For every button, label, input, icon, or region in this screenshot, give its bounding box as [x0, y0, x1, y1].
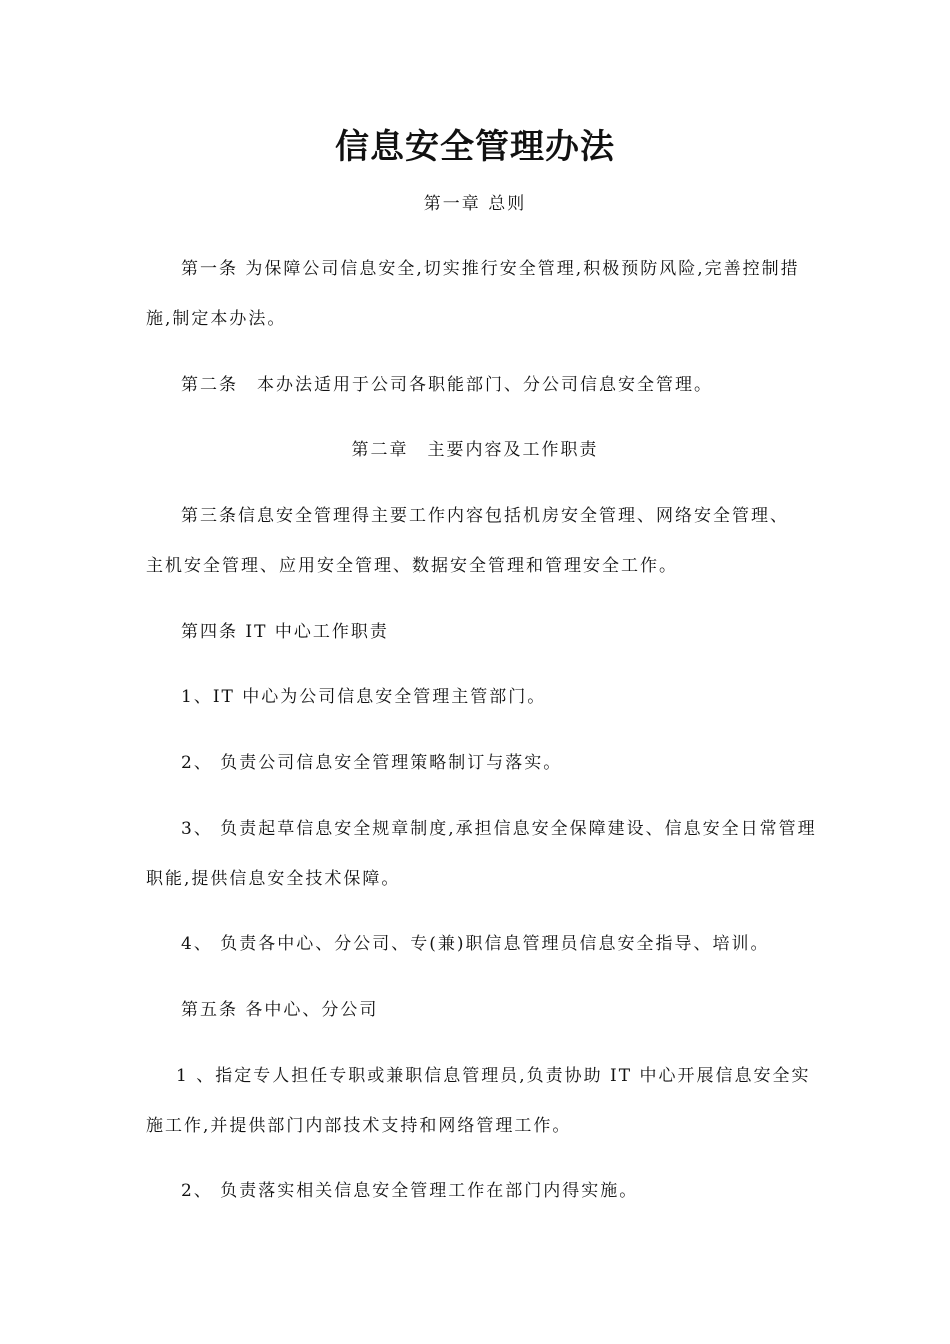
- article-1-line-2: 施,制定本办法。: [146, 309, 287, 329]
- article-4-item-1: 1、IT 中心为公司信息安全管理主管部门。: [181, 687, 547, 707]
- chapter-1-heading: 第一章 总则: [423, 194, 527, 214]
- article-4-item-3-line-2: 职能,提供信息安全技术保障。: [146, 869, 401, 889]
- article-4-item-4: 4、 负责各中心、分公司、专(兼)职信息管理员信息安全指导、培训。: [181, 934, 770, 954]
- article-5-item-2: 2、 负责落实相关信息安全管理工作在部门内得实施。: [181, 1181, 639, 1201]
- article-5-heading: 第五条 各中心、分公司: [181, 1000, 379, 1020]
- chapter-2-heading: 第二章 主要内容及工作职责: [351, 440, 599, 460]
- article-4-item-2: 2、 负责公司信息安全管理策略制订与落实。: [181, 753, 563, 773]
- article-5-item-1-line-2: 施工作,并提供部门内部技术支持和网络管理工作。: [146, 1116, 572, 1136]
- document-title: 信息安全管理办法: [335, 127, 615, 167]
- article-3-line-2: 主机安全管理、应用安全管理、数据安全管理和管理安全工作。: [146, 556, 678, 576]
- article-1-line-1: 第一条 为保障公司信息安全,切实推行安全管理,积极预防风险,完善控制措: [181, 259, 800, 279]
- article-2: 第二条 本办法适用于公司各职能部门、分公司信息安全管理。: [181, 375, 713, 395]
- article-3-line-1: 第三条信息安全管理得主要工作内容包括机房安全管理、网络安全管理、: [181, 506, 789, 526]
- article-5-item-1-line-1: 1 、指定专人担任专职或兼职信息管理员,负责协助 IT 中心开展信息安全实: [176, 1066, 811, 1086]
- article-4-item-3-line-1: 3、 负责起草信息安全规章制度,承担信息安全保障建设、信息安全日常管理: [181, 819, 817, 839]
- article-4-heading: 第四条 IT 中心工作职责: [181, 622, 389, 642]
